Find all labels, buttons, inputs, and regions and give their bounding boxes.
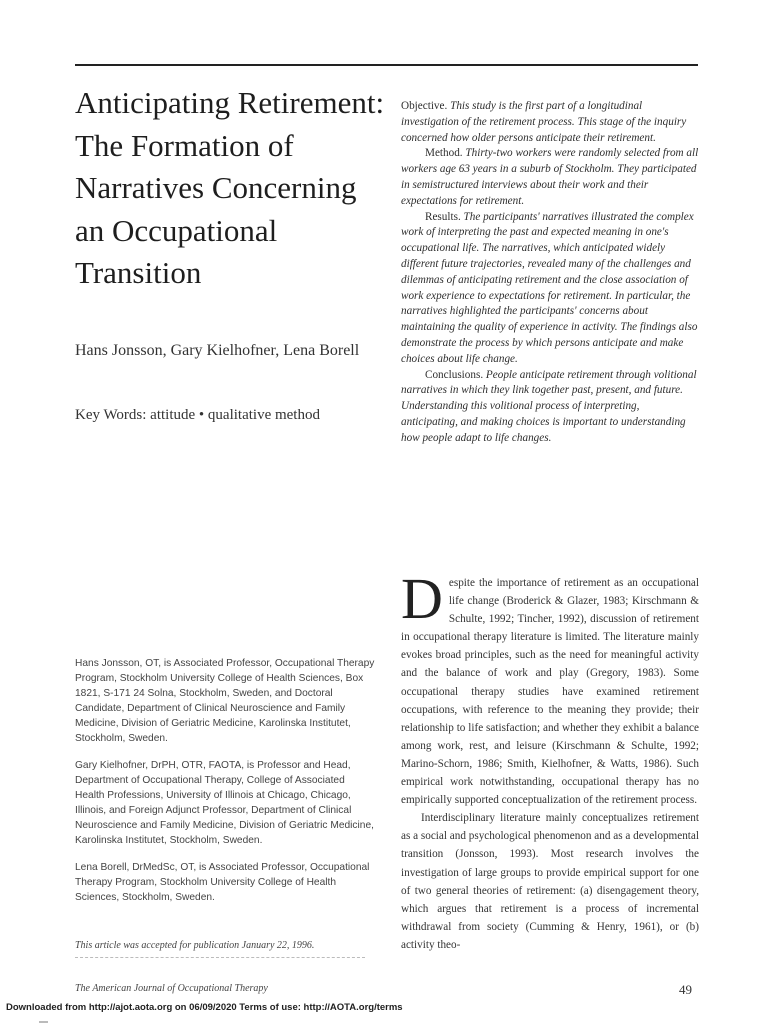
title-line: Anticipating Retirement:	[75, 85, 385, 120]
drop-cap: D	[401, 566, 443, 631]
abstract-results	[401, 210, 699, 368]
article-title	[75, 82, 385, 295]
abstract-method	[401, 146, 699, 209]
affiliation: Gary Kielhofner, DrPH, OTR, FAOTA, is Professor and Head, Department of Occupational Therapy, College of Associated Health Professions, University of Illinois at Chicago, Chicago, Illinois, and Foreign Adjunct Professor, Department of Clinical Neuroscience and Family Medicine, Division of Geriatric Medicine, Karolinska Institutet, Stockholm, Sweden.	[75, 760, 374, 846]
section-text: Thirty-two workers were randomly selected from all workers age 63 years in a suburb of Stockholm. They participated in semistructured interviews about their work and their expectations for retirement.	[401, 147, 699, 207]
page-number: 49	[679, 982, 692, 997]
section-head: Method.	[425, 147, 463, 160]
top-rule	[75, 64, 698, 66]
accepted-note: This article was accepted for publication January 22, 1996.	[75, 940, 315, 951]
abstract	[401, 99, 699, 447]
section-head: Objective.	[401, 100, 448, 112]
paragraph-text: espite the importance of retirement as an occupational life change (Broderick & Glazer, 1983; Kirschmann & Schulte, 1992; Tincher, 1992), discussion of retirement in occupational therapy literature is limited. The literature mainly evokes broad principles, such as the need for meaningful activity and the balance of work and play (Gregory, 1983). Some occupational therapy studies have examined retirement occupations, with reference to the meaning they provide; their relationship to life satisfaction; and whether they exhibit a balance among work, rest, and leisure (Kirschmann & Schulte, 1992; Marino-Schorn, 1986; Smith, Kielhofner, & Watts, 1986). Such empirical work notwithstanding, occupational therapy has no empirically supported conceptualization of the retirement process.	[401, 577, 699, 807]
affiliation: Lena Borell, DrMedSc, OT, is Associated Professor, Occupational Therapy Program, Stockholm University College of Health Sciences, Stockholm, Sweden.	[75, 862, 370, 903]
section-text: People anticipate retirement through volitional narratives in which they link together past, present, and future. Understanding this volitional process of interpreting, anticipating, and making choices is important to understanding how people adapt to life changes.	[401, 368, 697, 444]
section-head: Conclusions.	[425, 368, 484, 381]
title-line: Narratives Concerning	[75, 170, 357, 205]
author-affiliations	[75, 656, 375, 917]
author-list: Hans Jonsson, Gary Kielhofner, Lena Borell	[75, 342, 360, 359]
journal-name: The American Journal of Occupational Therapy	[75, 983, 268, 994]
title-line: an Occupational	[75, 212, 278, 248]
section-head: Results.	[425, 210, 461, 223]
title-line: The Formation of	[75, 127, 294, 163]
download-notice: Downloaded from http://ajot.aota.org on 06/09/2020 Terms of use: http://AOTA.org/terms	[6, 1002, 403, 1013]
scan-mark	[39, 1021, 48, 1023]
title-line: Transition	[75, 255, 202, 290]
body-paragraph: Interdisciplinary literature mainly conceptualizes retirement as a social and psychological phenomenon and as a developmental transition (Jonsson, 1993). Most research involves the investigation of large groups to provide empirical support for one of two general theories of retirement: (a) disengagement theory, which argues that retirement is a process of incremental withdrawal from society (Cumming & Henry, 1961), or (b) activity theo-	[401, 812, 699, 951]
abstract-objective	[401, 99, 699, 146]
affiliation: Hans Jonsson, OT, is Associated Professor, Occupational Therapy Program, Stockholm University College of Health Sciences, Box 1821, S-171 24 Solna, Stockholm, Sweden, and Doctoral Candidate, Department of Clinical Neuroscience and Family Medicine, Division of Geriatric Medicine, Karolinska Institutet, Stockholm, Sweden.	[75, 658, 375, 744]
section-text: This study is the first part of a longitudinal investigation of the retirement process. This stage of the inquiry concerned how older persons anticipate their retirement.	[401, 100, 687, 144]
key-words: Key Words: attitude • qualitative method	[75, 407, 320, 423]
section-text: The participants' narratives illustrated the complex work of interpreting the past and expected meaning in one's occupational life. The narratives, which anticipated widely different future trajectories, revealed many of the challenges and dilemmas of anticipating retirement and the close association of work experience to expectations for retirement. In particular, the narratives highlighted the participants' concerns about maintaining the quality of experience in activity. The findings also demonstrate the process by which persons anticipate and make choices about life change.	[401, 210, 698, 365]
abstract-conclusions	[401, 368, 699, 447]
footnote-rule	[75, 957, 365, 958]
body-paragraph	[401, 566, 699, 809]
body-text	[401, 566, 699, 954]
